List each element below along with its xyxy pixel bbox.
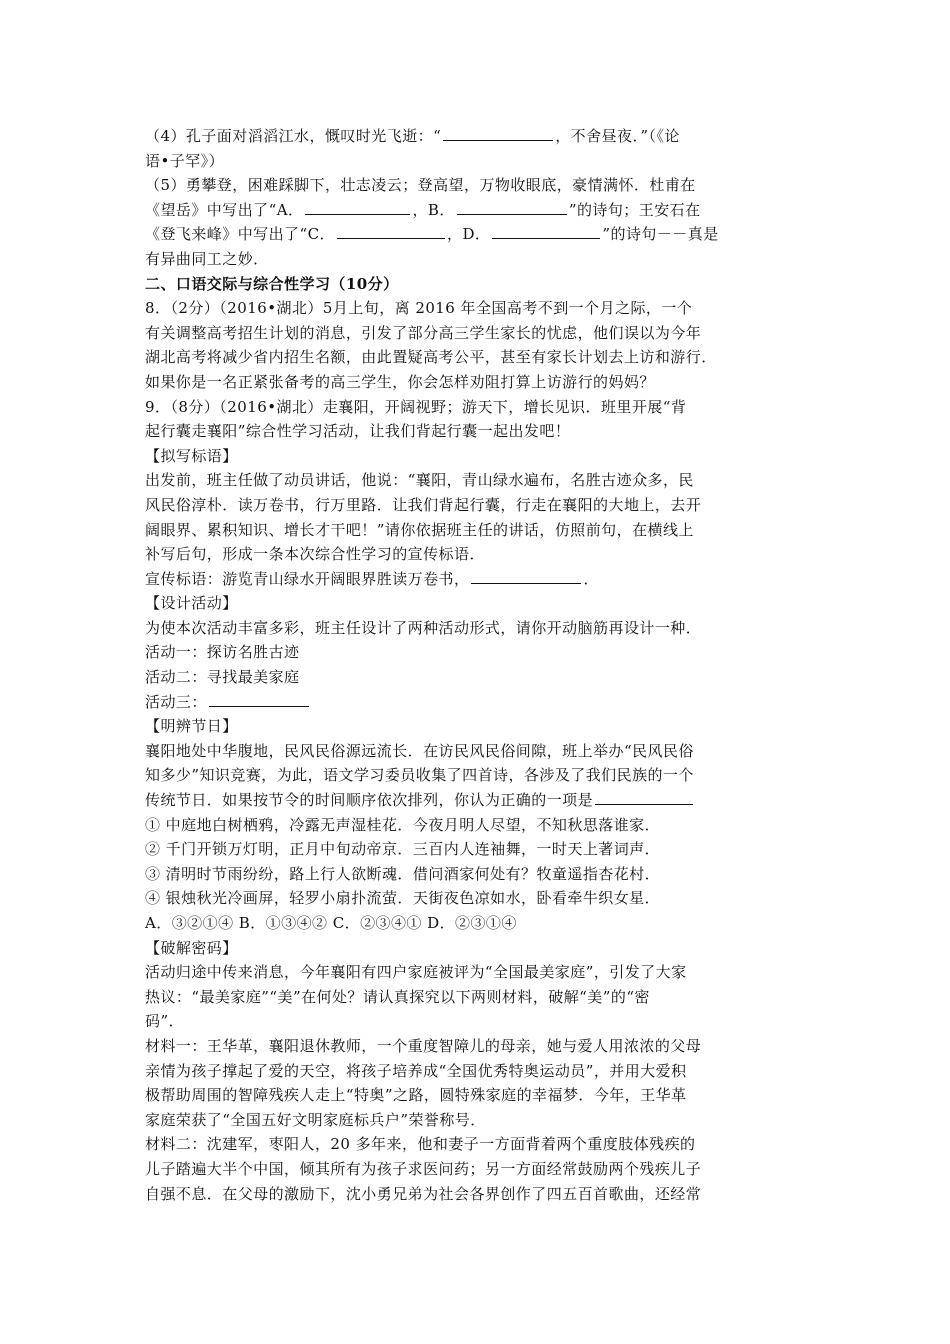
- material-two-line2: 儿子踏遍大半个中国，倾其所有为孩子求医问药；另一方面经常鼓励两个残疾儿子: [145, 1159, 702, 1178]
- q8-line4: 如果你是一名正紧张备考的高三学生，你会怎样劝阻打算上访游行的妈妈？: [145, 372, 655, 391]
- slogan-answer-line: 宣传标语：游览青山绿水开阔眼界胜读万卷书， ．: [145, 569, 599, 588]
- festival-options: A．③②①④ B．①③④② C．②③④① D．②③①④: [145, 914, 517, 932]
- answer-blank-d[interactable]: [492, 223, 600, 239]
- activity-one: 活动一：探访名胜古迹: [145, 643, 300, 662]
- slogan-answer-blank[interactable]: [471, 568, 581, 584]
- activity-heading: 【设计活动】: [145, 594, 238, 613]
- q8-line1: 8．（2分）（2016•湖北）5月上旬，离 2016 年全国高考不到一个月之际，一个: [145, 299, 693, 318]
- slogan-text-line4: 补写后句，形成一条本次综合性学习的宣传标语．: [145, 545, 485, 564]
- slogan-text-line1: 出发前，班主任做了动员讲话，他说：“襄阳，青山绿水遍布，名胜古迹众多，民: [145, 471, 694, 490]
- q9-line1: 9．（8分）（2016•湖北）走襄阳，开阔视野；游天下，增长见识．班里开展“背: [145, 397, 687, 416]
- answer-blank-c[interactable]: [337, 223, 445, 239]
- q9-line2: 起行囊走襄阳”综合性学习活动，让我们背起行囊一起出发吧！: [145, 422, 571, 441]
- q7-5-line4: 有异曲同工之妙．: [145, 249, 269, 268]
- festival-text-line3: 传统节日．如果按节令的时间顺序依次排列，你认为正确的一项是: [145, 788, 805, 813]
- material-one-line3: 极帮助周围的智障残疾人走上“特奥”之路，圆特殊家庭的幸福梦．今年，王华革: [145, 1086, 687, 1105]
- slogan-heading: 【拟写标语】: [145, 446, 238, 465]
- slogan-text-line2: 风民俗淳朴．读万卷书，行万里路．让我们背起行囊，行走在襄阳的大地上，去开: [145, 495, 702, 514]
- q7-5-line1: （5）勇攀登，困难踩脚下，壮志凌云；登高望，万物收眼底，豪情满怀．杜甫在: [145, 176, 696, 195]
- festival-text-line2: 知多少”知识竞赛，为此，语文学习委员收集了四首诗，各涉及了我们民族的一个: [145, 766, 694, 785]
- code-text-line2: 热议：“最美家庭”“美”在何处？请认真探究以下两则材料，破解“美”的“密: [145, 987, 650, 1006]
- q8-line3: 湖北高考将减少省内招生名额，由此置疑高考公平，甚至有家长计划去上访和游行．: [145, 348, 717, 367]
- answer-blank-b[interactable]: [457, 199, 567, 215]
- material-two-line3: 自强不息．在父母的激励下，沈小勇兄弟为社会各界创作了四五百首歌曲，还经常: [145, 1184, 702, 1203]
- section-title: 二、口语交际与综合性学习（10分）: [145, 274, 399, 293]
- answer-blank[interactable]: [443, 125, 553, 141]
- q8-line2: 有关调整高考招生计划的消息，引发了部分高三学生家长的忧虑，他们误以为今年: [145, 323, 702, 342]
- slogan-text-line3: 阔眼界、累积知识、增长才干吧！”请你依据班主任的讲话，仿照前句，在横线上: [145, 520, 694, 539]
- festival-answer-blank[interactable]: [595, 789, 693, 805]
- activity-intro: 为使本次活动丰富多彩，班主任设计了两种活动形式，请你开动脑筋再设计一种．: [145, 618, 702, 637]
- festival-text-line1: 襄阳地处中华腹地，民风民俗源远流长．在访民风民俗间隙，班上举办“民风民俗: [145, 741, 694, 760]
- material-one-line2: 亲情为孩子撑起了爱的天空，将孩子培养成“全国优秀特奥运动员”，并用大爱积: [145, 1061, 687, 1080]
- q7-4-line2: 语•子罕》）: [145, 151, 225, 170]
- document-page: [145, 124, 805, 1206]
- poem-1: ① 中庭地白树栖鸦，冷露无声湿桂花．今夜月明人尽望，不知秋思落谁家．: [145, 815, 661, 834]
- q7-4-line1: （4）孔子面对滔滔江水，慨叹时光飞逝：“ ，不舍昼夜．”（《论: [145, 127, 680, 145]
- poem-3: ③ 清明时节雨纷纷，路上行人欲断魂．借问酒家何处有？牧童遥指杏花村．: [145, 864, 661, 883]
- q7-5-line2: 《望岳》中写出了“A． ，B． ”的诗句；王安石在: [145, 200, 701, 219]
- code-heading: 【破解密码】: [145, 938, 238, 957]
- code-text-line3: 码”．: [145, 1012, 185, 1031]
- activity-three-blank[interactable]: [209, 691, 309, 707]
- material-one-line4: 家庭荣获了“全国五好文明家庭标兵户”荣誉称号．: [145, 1110, 486, 1129]
- q7-5-line3: 《登飞来峰》中写出了“C． ，D． ”的诗句－－真是: [145, 225, 719, 244]
- activity-three: 活动三：: [145, 690, 805, 715]
- answer-blank-a[interactable]: [305, 199, 410, 215]
- poem-4: ④ 银烛秋光冷画屏，轻罗小扇扑流萤．天街夜色凉如水，卧看牵牛织女星．: [145, 889, 661, 908]
- activity-two: 活动二：寻找最美家庭: [145, 668, 300, 687]
- code-text-line1: 活动归途中传来消息，今年襄阳有四户家庭被评为“全国最美家庭”，引发了大家: [145, 963, 687, 982]
- poem-2: ② 千门开锁万灯明，正月中旬动帝京．三百内人连袖舞，一时天上著词声．: [145, 840, 661, 859]
- material-two-line1: 材料二：沈建军，枣阳人，20 多年来，他和妻子一方面背着两个重度肢体残疾的: [145, 1135, 696, 1154]
- festival-heading: 【明辨节日】: [145, 717, 238, 736]
- material-one-line1: 材料一：王华革，襄阳退休教师，一个重度智障儿的母亲，她与爱人用浓浓的父母: [145, 1036, 702, 1055]
